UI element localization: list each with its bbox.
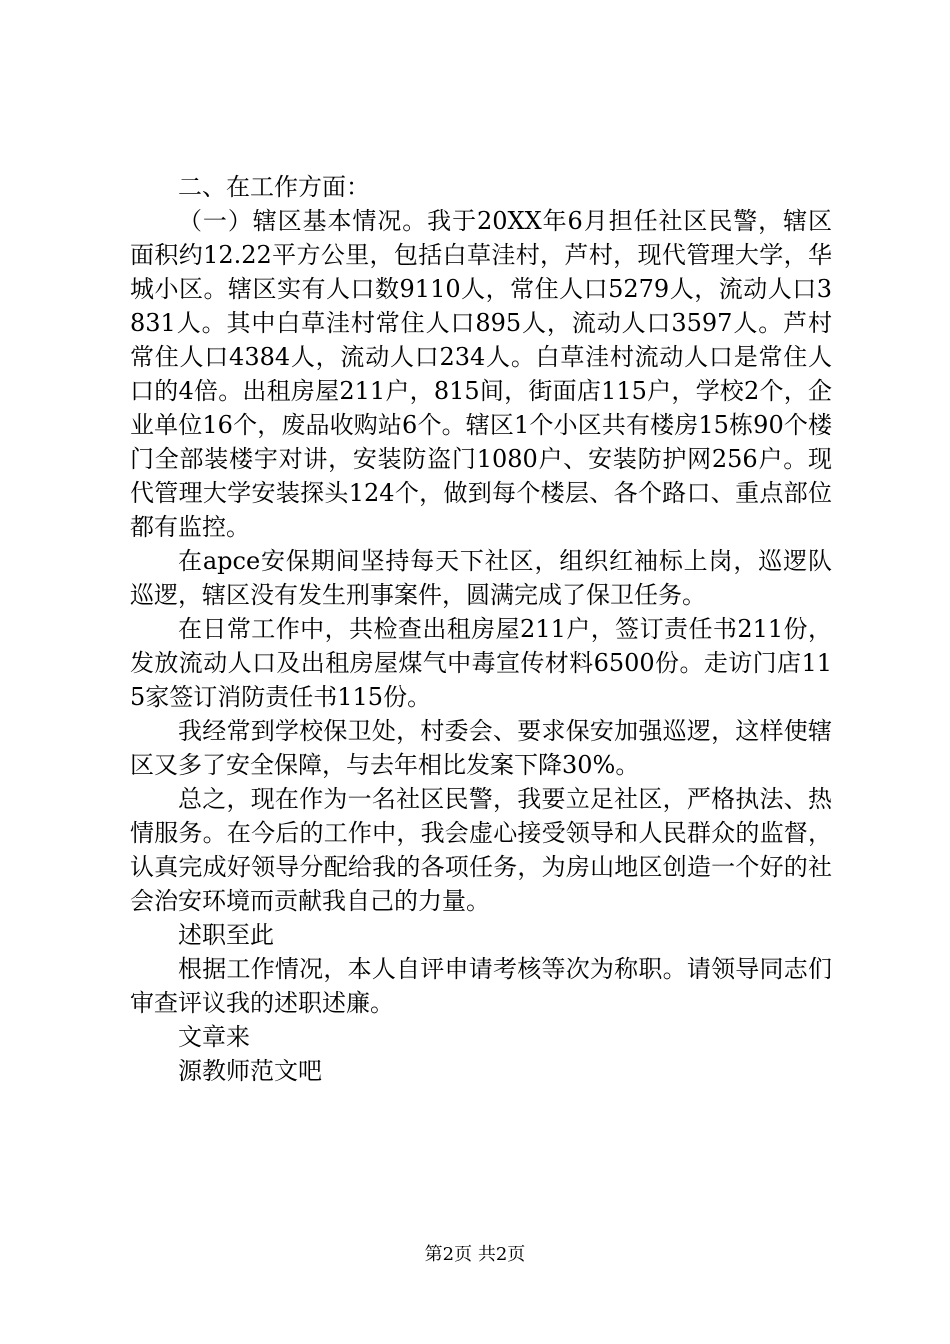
paragraph-closing: 述职至此 (178, 921, 274, 949)
paragraph-daily-work: 在日常工作中，共检查出租房屋211户，签订责任书211份，发放流动人口及出租房屋煤气中毒宣传材料6500份。走访门店115家签订消防责任书115份。 (130, 615, 832, 711)
paragraph-school-patrol: 我经常到学校保卫处，村委会、要求保安加强巡逻，这样使辖区又多了安全保障，与去年相比发案下降30%。 (130, 717, 832, 779)
paragraph-source-line-2: 源教师范文吧 (178, 1057, 322, 1085)
section-heading: 二、在工作方面： (178, 173, 370, 201)
paragraph-apce-security: 在apce安保期间坚持每天下社区，组织红袖标上岗，巡逻队巡逻，辖区没有发生刑事案件，圆满完成了保卫任务。 (130, 547, 832, 609)
paragraph-source-line-1: 文章来 (178, 1023, 250, 1051)
paragraph-jurisdiction-overview: （一）辖区基本情况。我于20XX年6月担任社区民警，辖区面积约12.22平方公里，包括白草洼村，芦村，现代管理大学，华城小区。辖区实有人口数9110人，常住人口5279人，流动人口3831人。其中白草洼村常住人口895人，流动人口3597人。芦村常住人口4384人，流动人口234人。白草洼村流动人口是常住人口的4倍。出租房屋211户，815间，街面店115户，学校2个，企业单位16个，废品收购站6个。辖区1个小区共有楼房15栋90个楼门全部装楼宇对讲，安装防盗门1080户、安装防护网256户。现代管理大学安装探头124个，做到每个楼层、各个路口、重点部位都有监控。 (130, 207, 832, 541)
page-number-footer: 第2页 共2页 (424, 1244, 526, 1265)
paragraph-self-evaluation: 根据工作情况，本人自评申请考核等次为称职。请领导同志们审查评议我的述职述廉。 (130, 955, 832, 1017)
document-body (130, 170, 832, 1088)
paragraph-summary: 总之，现在作为一名社区民警，我要立足社区，严格执法、热情服务。在今后的工作中，我会虚心接受领导和人民群众的监督，认真完成好领导分配给我的各项任务，为房山地区创造一个好的社会治安环境而贡献我自己的力量。 (130, 785, 832, 915)
